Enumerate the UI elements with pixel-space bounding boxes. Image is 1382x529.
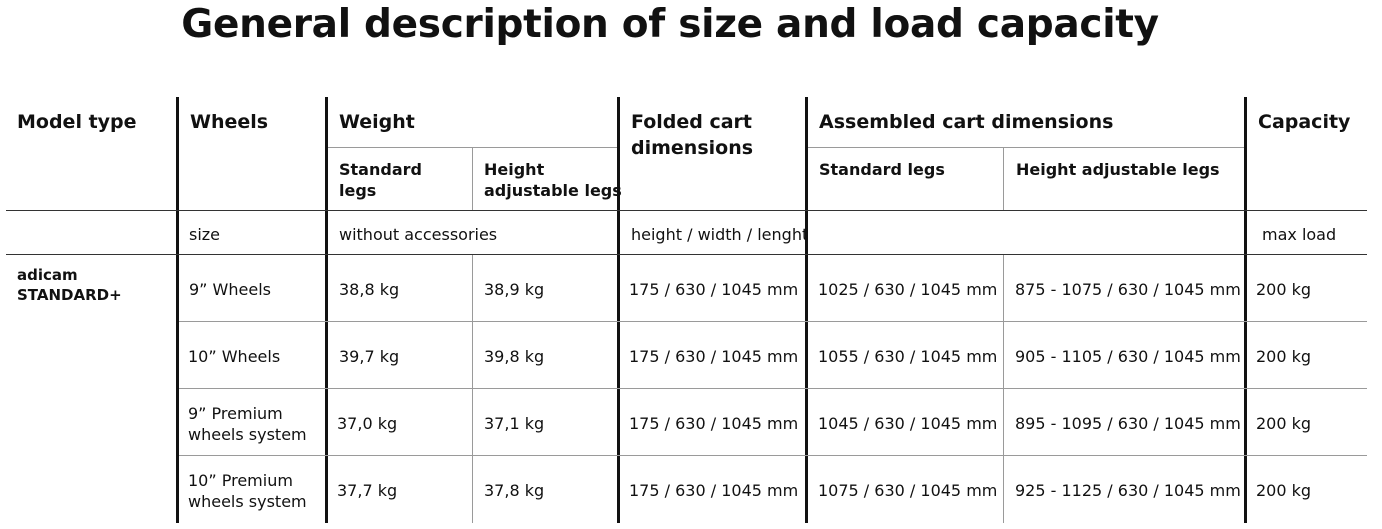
cell-folded: 175 / 630 / 1045 mm bbox=[629, 414, 799, 433]
unit-dimensions: height / width / lenght bbox=[631, 225, 809, 244]
column-divider bbox=[805, 97, 808, 523]
cell-weight-height: 37,8 kg bbox=[484, 481, 545, 500]
cell-weight-standard: 38,8 kg bbox=[339, 280, 400, 299]
cell-folded: 175 / 630 / 1045 mm bbox=[629, 481, 799, 500]
header-assembled: Assembled cart dimensions bbox=[819, 111, 1114, 133]
cell-wheels-line2: wheels system bbox=[188, 425, 307, 444]
column-divider bbox=[325, 97, 328, 523]
header-weight: Weight bbox=[339, 111, 415, 133]
units-divider bbox=[6, 254, 1367, 255]
subcolumn-divider bbox=[1003, 147, 1004, 210]
cell-assembled-height: 895 - 1095 / 630 / 1045 mm bbox=[1015, 414, 1241, 433]
cell-weight-height: 37,1 kg bbox=[484, 414, 545, 433]
cell-assembled-standard: 1025 / 630 / 1045 mm bbox=[818, 280, 998, 299]
cell-assembled-standard: 1075 / 630 / 1045 mm bbox=[818, 481, 998, 500]
subcolumn-divider bbox=[472, 147, 473, 210]
cell-capacity: 200 kg bbox=[1256, 347, 1312, 366]
column-divider bbox=[1244, 97, 1247, 523]
header-folded-line2: dimensions bbox=[631, 137, 754, 159]
cell-weight-standard: 39,7 kg bbox=[339, 347, 400, 366]
cell-capacity: 200 kg bbox=[1256, 280, 1312, 299]
cell-weight-height: 38,9 kg bbox=[484, 280, 545, 299]
subheader-weight-height-line1: Height bbox=[484, 160, 545, 179]
cell-assembled-standard: 1045 / 630 / 1045 mm bbox=[818, 414, 998, 433]
cell-folded: 175 / 630 / 1045 mm bbox=[629, 280, 799, 299]
cell-wheels: 10” Wheels bbox=[188, 347, 281, 366]
subheader-assembled-standard: Standard legs bbox=[819, 160, 945, 179]
cell-assembled-height: 925 - 1125 / 630 / 1045 mm bbox=[1015, 481, 1241, 500]
subheader-weight-standard-line1: Standard bbox=[339, 160, 422, 179]
cell-wheels-line2: wheels system bbox=[188, 492, 307, 511]
model-name-line2: STANDARD+ bbox=[17, 286, 122, 304]
header-subdivider bbox=[328, 147, 617, 148]
header-folded-line1: Folded cart bbox=[631, 111, 753, 133]
header-wheels: Wheels bbox=[190, 111, 269, 133]
row-divider bbox=[179, 321, 1367, 322]
column-divider bbox=[617, 97, 620, 523]
unit-weight: without accessories bbox=[339, 225, 498, 244]
cell-wheels-line1: 10” Premium bbox=[188, 471, 293, 490]
header-divider bbox=[6, 210, 1367, 211]
page-title: General description of size and load capacity bbox=[181, 2, 1159, 47]
cell-wheels-line1: 9” Premium bbox=[188, 404, 283, 423]
cell-capacity: 200 kg bbox=[1256, 481, 1312, 500]
subheader-assembled-height: Height adjustable legs bbox=[1016, 160, 1220, 179]
header-model-type: Model type bbox=[17, 111, 137, 133]
cell-folded: 175 / 630 / 1045 mm bbox=[629, 347, 799, 366]
unit-capacity: max load bbox=[1262, 225, 1337, 244]
cell-assembled-height: 875 - 1075 / 630 / 1045 mm bbox=[1015, 280, 1241, 299]
header-subdivider bbox=[808, 147, 1244, 148]
row-divider bbox=[179, 388, 1367, 389]
cell-weight-height: 39,8 kg bbox=[484, 347, 545, 366]
unit-wheels: size bbox=[189, 225, 221, 244]
cell-wheels: 9” Wheels bbox=[189, 280, 271, 299]
row-divider bbox=[179, 455, 1367, 456]
model-name-line1: adicam bbox=[17, 266, 78, 284]
subheader-weight-standard-line2: legs bbox=[339, 181, 377, 200]
cell-assembled-height: 905 - 1105 / 630 / 1045 mm bbox=[1015, 347, 1241, 366]
cell-weight-standard: 37,7 kg bbox=[337, 481, 398, 500]
cell-assembled-standard: 1055 / 630 / 1045 mm bbox=[818, 347, 998, 366]
cell-weight-standard: 37,0 kg bbox=[337, 414, 398, 433]
column-divider bbox=[176, 97, 179, 523]
cell-capacity: 200 kg bbox=[1256, 414, 1312, 433]
subheader-weight-height-line2: adjustable legs bbox=[484, 181, 622, 200]
header-capacity: Capacity bbox=[1258, 111, 1351, 133]
